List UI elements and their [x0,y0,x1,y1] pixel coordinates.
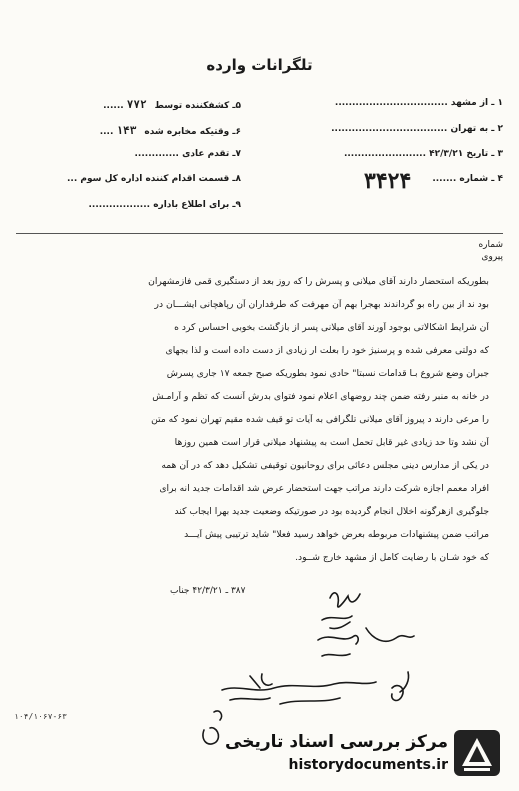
header-priority: ۷ـ تقدم عادی ............. [134,149,241,159]
header-inform: ۹ـ برای اطلاع باداره .................. [88,200,241,210]
document-title: تلگرانات وارده [206,56,313,74]
watermark-title: مرکز بررسی اسناد تاریخی [225,732,448,752]
body-line: جبران وضع شروع بـا قدامات نسبتا" حادی نمود بطوریکه صبح جمعه ۱۷ جاری پسرش [166,368,489,379]
archive-logo-icon [452,728,502,778]
body-line: را مرعی دارند د پیروز آقای میلانی تلگرافی به آیات تو قیف شده مقیم تهران نمود که متن [151,414,489,425]
handwritten-number: ۳۴۲۴ [364,168,412,194]
body-line: که خود شـان با رضایت کامل از مشهد خارج شــود. [295,552,489,563]
reference-number: شماره پیروی [478,240,503,262]
body-line: آن شرایط اشکالاتی بوجود آورند آقای میلانی پسر از بازگشت بخوبی احساس کرد ه [174,322,489,333]
header-to: ۲ ـ به تهران .................................. [331,124,503,134]
header-number: ۴ ـ شماره ....... [432,174,503,184]
body-line: بطوریکه استحضار دارند آقای میلانی و پسرش را که روز بعد از دستگیری قمی فازمشهران [148,276,489,287]
footer-reference: ۳۸۷ ـ ۴۲/۳/۲۱ جناب [170,586,246,596]
body-line: در خانه به منبر رفته ضمن چند روضهای اعلام نمود فتوای بدرش آنست که تظم و آرامـش [152,391,489,402]
body-line: که دولتی معرفی شده و پرسنیژ خود را بعلت ار زیادی از دست داده است و لذا بجهای [165,345,489,356]
header-date: ۳ ـ تاریخ ۴۲/۳/۲۱ ........................ [343,149,503,159]
body-line: افراد معمم اجازه شرکت دارند مراتب جهت استحضار عرض شد اقدامات جدید انه برای [159,483,489,494]
body-line: در یکی از مدارس دینی مجلس دعائی برای روحانیون توقیفی تشکیل دهد که در آن همه [161,460,489,471]
body-line: جلوگیری ازهرگونه اخلال انجام گردیده بود در صورتیکه وضعیت جدید بهرا ایجاب کند [174,506,489,517]
header-sent-time: ۶ـ وقتیکه مخابره شده۱۴۳ .... [99,124,241,137]
watermark [208,724,508,784]
archive-reference: ۱۰۴/۱۰۶۷-۶۳ [14,712,67,721]
body-line: آن نشد وتا حد زیادی غیر قابل تحمل است به پیشنهاد میلانی قرار است همین روزها [174,437,489,448]
body-line: مراتب ضمن پیشنهادات مربوطه بعرض خواهد رسید فعلا" شاید ترتیبی پیش آیـــد [184,529,489,540]
body-line: بود ند از بین راه بو گرداندند بهجرا بهم آن مهرفت که طرفداران آن رپاهچانی ایشـــان در [154,299,489,310]
header-from: ۱ ـ از مشهد ................................. [334,98,503,108]
header-decoder: ۵ـ کشفکننده توسط۷۷۲ ...... [103,98,241,111]
watermark-url: historydocuments.ir [288,757,448,773]
header-acting-dept: ۸ـ قسمت اقدام کننده اداره کل سوم ... [67,174,241,184]
